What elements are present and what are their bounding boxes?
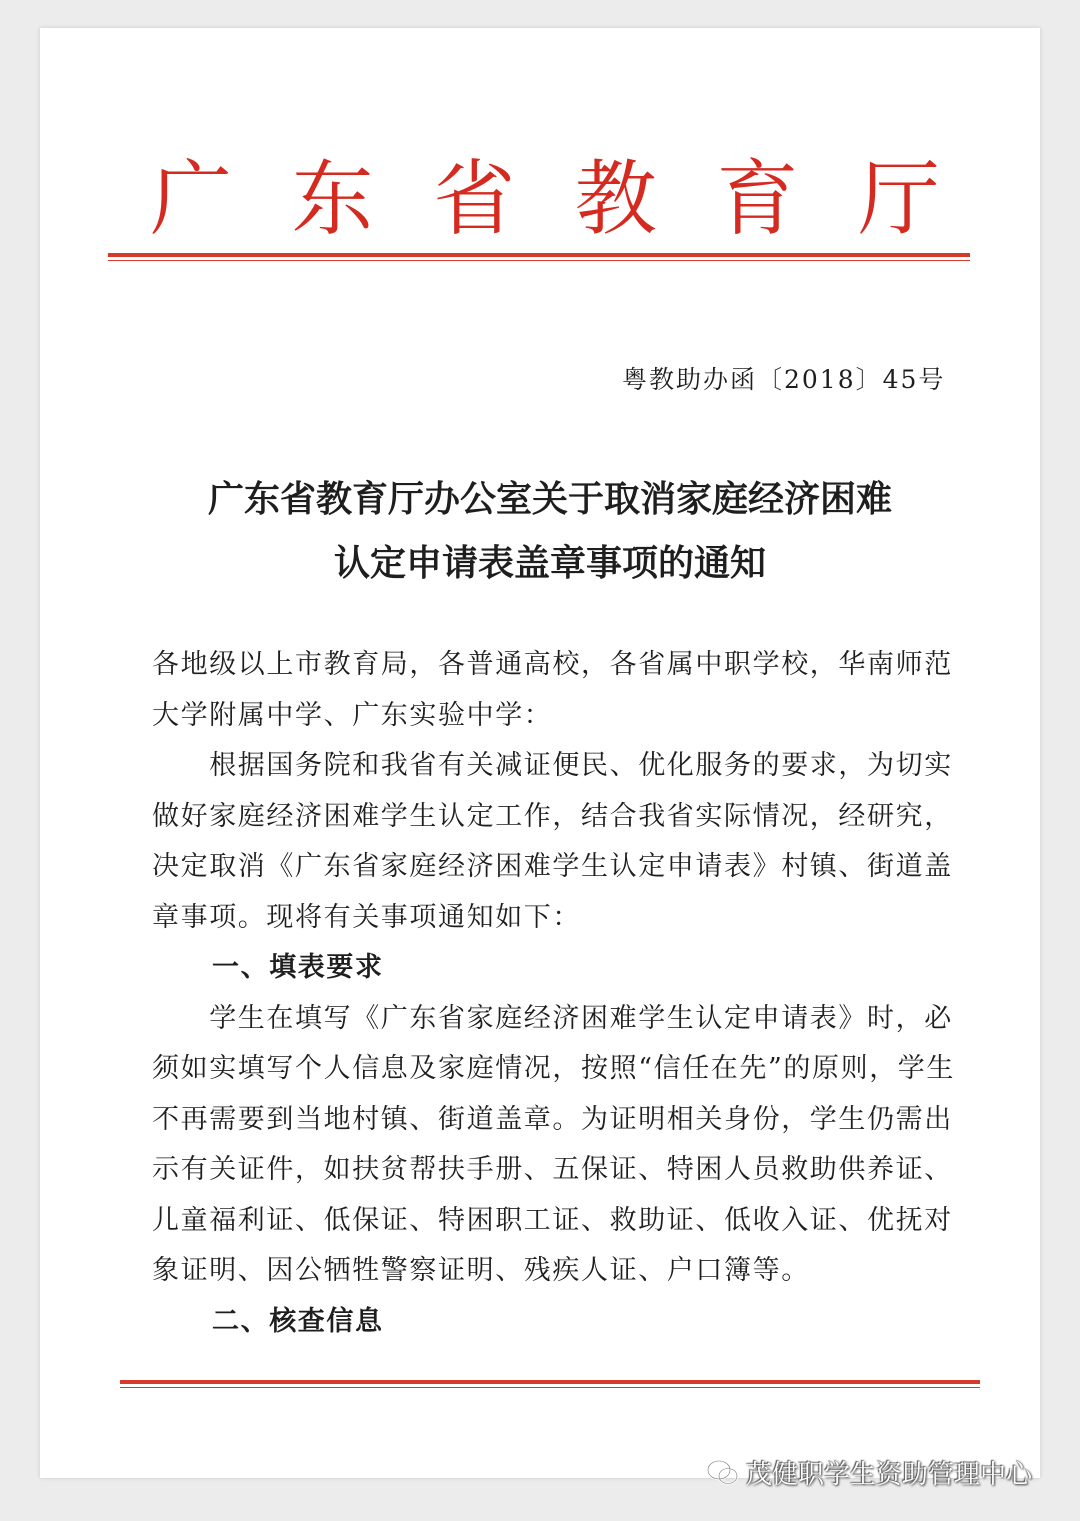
document-title bbox=[160, 468, 940, 596]
body-line: 儿童福利证、低保证、特困职工证、救助证、低收入证、优抚对 bbox=[152, 1204, 953, 1236]
title-line: 广东省教育厅办公室关于取消家庭经济困难 bbox=[207, 479, 892, 520]
wechat-icon bbox=[706, 1459, 740, 1487]
body-line: 决定取消《广东省家庭经济困难学生认定申请表》村镇、街道盖 bbox=[152, 851, 953, 882]
document-number: 粤教助办函〔2018〕45号 bbox=[622, 365, 946, 394]
body-line: 章事项。现将有关事项通知如下： bbox=[152, 901, 581, 933]
body-line: 象证明、因公牺牲警察证明、残疾人证、户口簿等。 bbox=[152, 1255, 810, 1286]
body-line: 根据国务院和我省有关减证便民、优化服务的要求，为切实 bbox=[152, 750, 953, 781]
letterhead-char: 厅 bbox=[857, 152, 940, 247]
body-line: 做好家庭经济困难学生认定工作，结合我省实际情况，经研究， bbox=[152, 800, 953, 832]
body-line: 各地级以上市教育局，各普通高校，各省属中职学校，华南师范 bbox=[152, 649, 953, 680]
body-line: 示有关证件，如扶贫帮扶手册、五保证、特困人员救助供养证、 bbox=[152, 1154, 953, 1185]
body-line: 学生在填写《广东省家庭经济困难学生认定申请表》时，必 bbox=[152, 1002, 953, 1034]
letterhead-char: 育 bbox=[716, 152, 799, 247]
body-line: 不再需要到当地村镇、街道盖章。为证明相关身份，学生仍需出 bbox=[152, 1103, 953, 1135]
section-heading: 一、填表要求 bbox=[212, 952, 384, 983]
letterhead bbox=[150, 150, 940, 250]
body-line: 大学附属中学、广东实验中学： bbox=[152, 699, 553, 731]
document-body bbox=[152, 640, 956, 1347]
watermark-text: 茂健职学生资助管理中心 bbox=[746, 1460, 1033, 1490]
body-line: 须如实填写个人信息及家庭情况，按照“信任在先”的原则，学生 bbox=[152, 1053, 956, 1084]
letterhead-char: 教 bbox=[574, 152, 657, 247]
watermark bbox=[706, 1454, 1032, 1491]
letterhead-char: 广 bbox=[150, 152, 233, 247]
letterhead-char: 东 bbox=[291, 152, 374, 247]
title-line: 认定申请表盖章事项的通知 bbox=[333, 543, 766, 584]
section-heading: 二、核查信息 bbox=[212, 1305, 384, 1337]
letterhead-char: 省 bbox=[433, 152, 516, 247]
